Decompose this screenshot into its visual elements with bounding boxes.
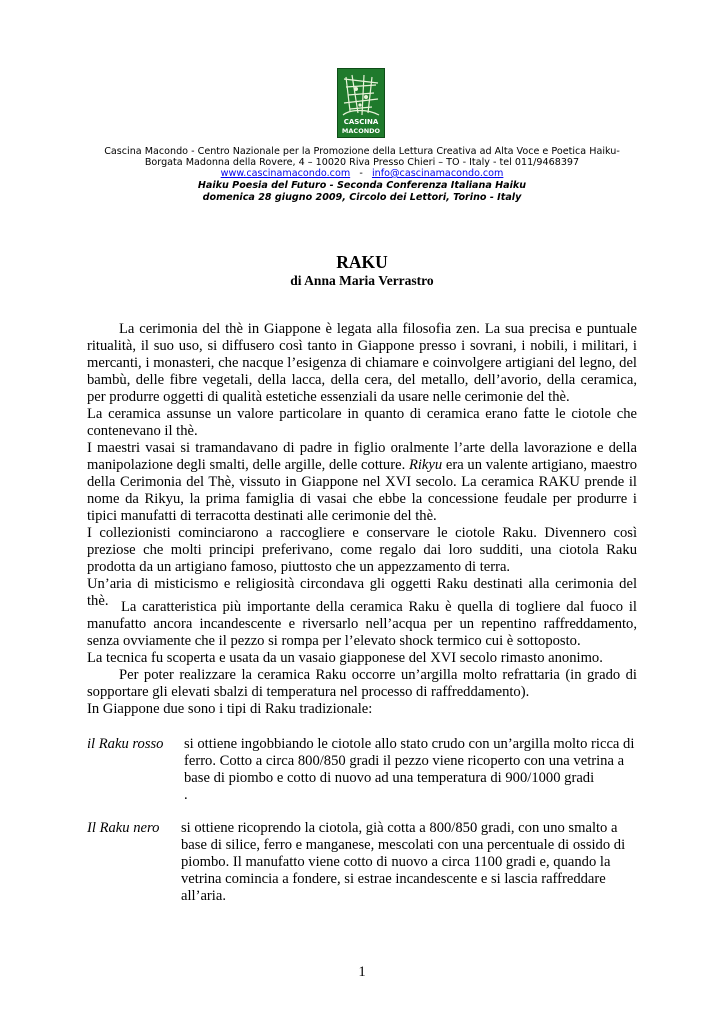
paragraph-3-start: I maestri vasai si tramandavano di padre in figlio oralmente l’arte della lavorazione e della manipolazione degli smalti, delle argille, delle cotture. — [87, 440, 637, 473]
logo-text-bottom: MACONDO — [341, 127, 381, 135]
raku-nero-line-2: base di silice, ferro e manganese, mescolati con una percentuale di ossido di — [181, 837, 626, 853]
contact-separator: - — [359, 168, 363, 179]
logo-text-top: CASCINA — [343, 118, 379, 126]
page-number: 1 — [358, 964, 366, 980]
article-body-continued — [87, 599, 637, 718]
paragraph-7: La tecnica fu scoperta e usata da un vasaio giapponese del XVI secolo rimasto anonimo. — [87, 650, 603, 666]
raku-nero-line-3: piombo. Il manufatto viene cotto di nuovo a circa 1100 gradi e, quando la — [181, 854, 611, 870]
term-raku-nero: Il Raku nero — [87, 820, 160, 836]
header-organization-line: Cascina Macondo - Centro Nazionale per la Promozione della Lettura Creativa ad Alta Voce e Poetica Haiku- — [104, 146, 620, 157]
paragraph-1: La cerimonia del thè in Giappone è legata alla filosofia zen. La sua precisa e puntuale ritualità, il suo uso, si diffusero così tanto in Giappone presso i sovrani, i nobili, i militari, i mercanti, i monasteri, che nacque l’esigenza di chiamare e coinvolgere artigiani del legno, del bambù, delle fibre vegetali, della lacca, della cera, del metallo, dell’avorio, della ceramica, per produrre oggetti di qualità estetiche essenziali da usare nelle cerimonie del thè. — [87, 321, 637, 405]
raku-rosso-line-4: . — [184, 787, 188, 803]
paragraph-8: Per poter realizzare la ceramica Raku occorre un’argilla molto refrattaria (in grado di sopportare gli elevati sbalzi di temperatura nel processo di raffreddamento). — [87, 667, 637, 700]
paragraph-2: La ceramica assunse un valore particolare in quanto di ceramica erano fatte le ciotole che contenevano il thè. — [87, 406, 637, 439]
paragraph-6: La caratteristica più importante della ceramica Raku è quella di togliere dal fuoco il manufatto ancora incandescente e riversarlo nell’acqua per un repentino raffreddamento, senza ovviamente che il pezzo si rompa per l’elevato shock termico cui è sottoposto. — [87, 599, 637, 649]
article-title: RAKU — [336, 252, 388, 272]
paragraph-3-end: era un valente artigiano, maestro della Cerimonia del Thè, vissuto in Giappone nel XVI secolo. La ceramica RAKU prende il nome da Rikyu, la prima famiglia di vasai che ebbe la concessione feudale per produrre i tipici manufatti di terracotta destinati alle cerimonie del thè. — [87, 457, 637, 524]
conference-date-place: domenica 28 giugno 2009, Circolo dei Lettori, Torino - Italy — [202, 192, 522, 203]
raku-nero-line-1: si ottiene ricoprendo la ciotola, già cotta a 800/850 gradi, con uno smalto a — [181, 820, 618, 836]
term-raku-rosso: il Raku rosso — [87, 736, 164, 752]
description-raku-nero — [181, 820, 625, 905]
article-body — [87, 321, 637, 610]
raku-rosso-line-1: si ottiene ingobbiando le ciotole allo stato crudo con un’argilla molto ricca di — [184, 736, 635, 752]
cascina-macondo-logo — [337, 68, 385, 138]
raku-nero-line-4: vetrina comincia a fondere, si estrae incandescente e si lascia raffreddare — [181, 871, 606, 887]
website-link[interactable]: www.cascinamacondo.com — [220, 168, 351, 179]
raku-rosso-line-3: base di piombo e cotto di nuovo ad una temperatura di 900/1000 gradi — [184, 770, 595, 786]
header-address-line: Borgata Madonna della Rovere, 4 – 10020 Riva Presso Chieri – TO - Italy - tel 011/9468397 — [144, 157, 580, 168]
email-link[interactable]: info@cascinamacondo.com — [371, 168, 504, 179]
paragraph-3 — [87, 440, 637, 525]
article-author: di Anna Maria Verrastro — [290, 273, 434, 288]
paragraph-4: I collezionisti cominciarono a raccogliere e conservare le ciotole Raku. Divennero così preziose che molti principi preferivano, come regalo dai loro sudditi, una ciotola Raku prodotta da un artigiano famoso, piuttosto che un appezzamento di terra. — [87, 525, 637, 575]
header-contacts — [60, 168, 664, 179]
paragraph-5: Un’aria di misticismo e religiosità circondava gli oggetti Raku destinati alla cerimonia del thè. — [87, 576, 637, 609]
paragraph-9: In Giappone due sono i tipi di Raku tradizionale: — [87, 701, 373, 717]
conference-title: Haiku Poesia del Futuro - Seconda Conferenza Italiana Haiku — [197, 180, 527, 191]
raku-rosso-line-2: ferro. Cotto a circa 800/850 gradi il pezzo viene ricoperto con una vetrina a — [184, 753, 625, 769]
rikyu-name: Rikyu — [408, 457, 443, 473]
raku-nero-line-5: all’aria. — [181, 888, 226, 904]
description-raku-rosso — [184, 736, 634, 804]
